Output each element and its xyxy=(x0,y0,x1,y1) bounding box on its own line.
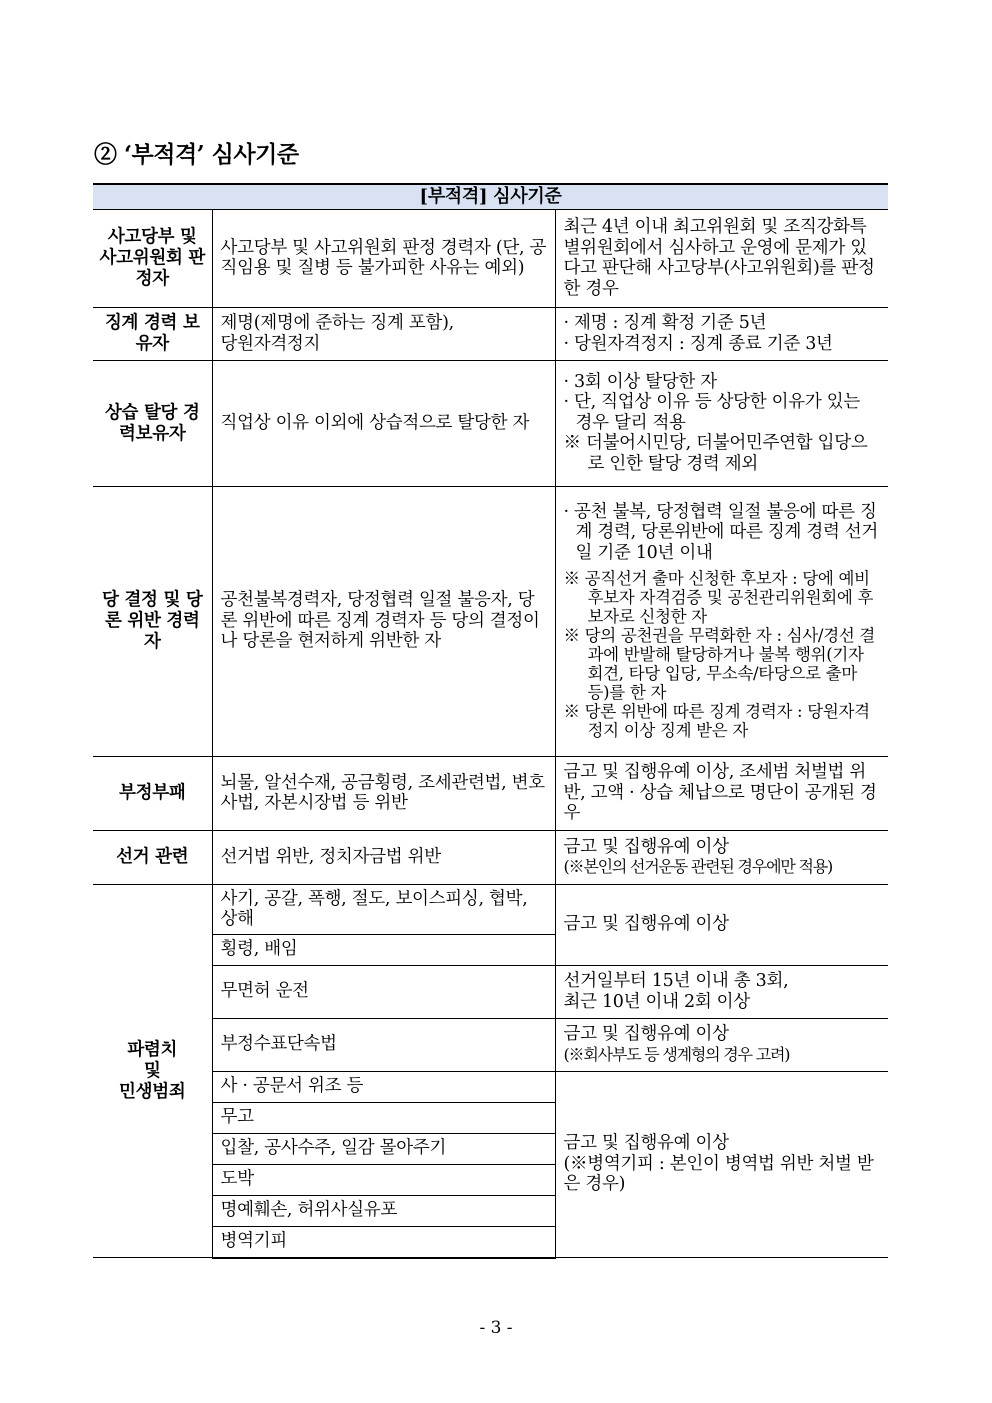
table-row xyxy=(93,885,888,935)
standard-line: (※병역기피 : 본인이 병역법 위반 처벌 받은 경우) xyxy=(563,1153,874,1195)
standard-line: · 3회 이상 탈당한 자 xyxy=(563,371,717,392)
description-cell: 선거법 위반, 정치자금법 위반 xyxy=(212,831,555,885)
description-cell: 병역기피 xyxy=(212,1227,555,1258)
standard-line: 금고 및 집행유예 이상 xyxy=(563,1024,729,1044)
standard-line: · 단, 직업상 이유 등 상당한 이유가 있는 경우 달리 적용 xyxy=(563,392,860,433)
table-row xyxy=(93,1072,888,1103)
standard-note: ※ 당론 위반에 따른 징계 경력자 : 당원자격정지 이상 징계 받은 자 xyxy=(563,702,870,741)
standard-cell xyxy=(555,1072,888,1258)
table-row xyxy=(93,1019,888,1072)
standard-line: 선거일부터 15년 이내 총 3회, xyxy=(563,971,789,991)
description-cell: 뇌물, 알선수재, 공금횡령, 조세관련법, 변호사법, 자본시장법 등 위반 xyxy=(212,757,555,831)
table-header-row xyxy=(93,184,888,210)
standard-cell xyxy=(555,831,888,885)
table-row xyxy=(93,210,888,308)
standard-note: ※ 더불어시민당, 더불어민주연합 입당으로 인한 탈당 경력 제외 xyxy=(563,433,868,474)
standard-note: ※ 당의 공천권을 무력화한 자 : 심사/경선 결과에 반발해 탈당하거나 불복 행위(기자 회견, 타당 입당, 무소속/타당으로 출마 등)를 한 자 xyxy=(563,626,876,703)
standard-cell xyxy=(555,1019,888,1072)
table-row xyxy=(93,487,888,757)
table-row xyxy=(93,831,888,885)
category-cell: 상습 탈당 경력보유자 xyxy=(93,361,212,487)
criteria-table xyxy=(93,183,888,1259)
standard-cell xyxy=(555,361,888,487)
description-line: 당원자격정지 xyxy=(220,333,321,354)
standard-line: (※회사부도 등 생계형의 경우 고려) xyxy=(563,1044,790,1064)
standard-cell: 금고 및 집행유예 이상 xyxy=(555,885,888,966)
standard-cell xyxy=(555,966,888,1019)
description-cell xyxy=(212,308,555,361)
page-number: - 3 - xyxy=(479,1318,513,1338)
description-cell: 사기, 공갈, 폭행, 절도, 보이스피싱, 협박, 상해 xyxy=(212,885,555,935)
description-cell: 직업상 이유 이외에 상습적으로 탈당한 자 xyxy=(212,361,555,487)
standard-line: (※본인의 선거운동 관련된 경우에만 적용) xyxy=(563,857,833,876)
standard-line: · 공천 불복, 당정협력 일절 불응에 따른 징계 경력, 당론위반에 따른 징계 경력 선거일 기준 10년 이내 xyxy=(563,501,879,563)
standard-cell xyxy=(555,487,888,757)
table-header: [부적격] 심사기준 xyxy=(93,184,888,210)
standard-line: 최근 10년 이내 2회 이상 xyxy=(563,991,750,1012)
description-cell: 공천불복경력자, 당정협력 일절 불응자, 당론 위반에 따른 징계 경력자 등 당의 결정이나 당론을 현저하게 위반한 자 xyxy=(212,487,555,757)
description-cell: 도박 xyxy=(212,1165,555,1196)
standard-line: · 당원자격정지 : 징계 종료 기준 3년 xyxy=(563,333,833,354)
category-cell: 징계 경력 보유자 xyxy=(93,308,212,361)
table-row xyxy=(93,361,888,487)
description-cell: 무면허 운전 xyxy=(212,966,555,1019)
category-line: 민생범죄 xyxy=(119,1081,186,1102)
description-cell: 부정수표단속법 xyxy=(212,1019,555,1072)
standard-line: 금고 및 집행유예 이상 xyxy=(563,836,729,857)
table-row xyxy=(93,757,888,831)
standard-cell: 최근 4년 이내 최고위원회 및 조직강화특별위원회에서 심사하고 운영에 문제가 있다고 판단해 사고당부(사고위원회)를 판정한 경우 xyxy=(555,210,888,308)
description-cell: 횡령, 배임 xyxy=(212,935,555,966)
standard-cell xyxy=(555,308,888,361)
description-cell: 입찰, 공사수주, 일감 몰아주기 xyxy=(212,1134,555,1165)
standard-note: ※ 공직선거 출마 신청한 후보자 : 당에 예비후보자 자격검증 및 공천관리위원회에 후보자로 신청한 자 xyxy=(563,569,874,627)
standard-line: · 제명 : 징계 확정 기준 5년 xyxy=(563,313,767,333)
category-cell xyxy=(93,885,212,1258)
table-row xyxy=(93,966,888,1019)
description-cell: 무고 xyxy=(212,1103,555,1134)
description-cell: 사 · 공문서 위조 등 xyxy=(212,1072,555,1103)
section-heading: ② ‘부적격’ 심사기준 xyxy=(94,141,299,168)
category-cell: 당 결정 및 당론 위반 경력자 xyxy=(93,487,212,757)
category-cell: 사고당부 및 사고위원회 판정자 xyxy=(93,210,212,308)
category-cell: 선거 관련 xyxy=(93,831,212,885)
table-row xyxy=(93,308,888,361)
category-cell: 부정부패 xyxy=(93,757,212,831)
description-cell: 사고당부 및 사고위원회 판정 경력자 (단, 공직임용 및 질병 등 불가피한 사유는 예외) xyxy=(212,210,555,308)
standard-cell: 금고 및 집행유예 이상, 조세범 처벌법 위반, 고액 · 상습 체납으로 명단이 공개된 경우 xyxy=(555,757,888,831)
standard-line: 금고 및 집행유예 이상 xyxy=(563,1133,729,1154)
description-line: 제명(제명에 준하는 징계 포함), xyxy=(220,313,454,333)
category-line: 및 xyxy=(143,1060,161,1081)
description-cell: 명예훼손, 허위사실유포 xyxy=(212,1196,555,1227)
category-line: 파렴치 xyxy=(127,1039,178,1060)
